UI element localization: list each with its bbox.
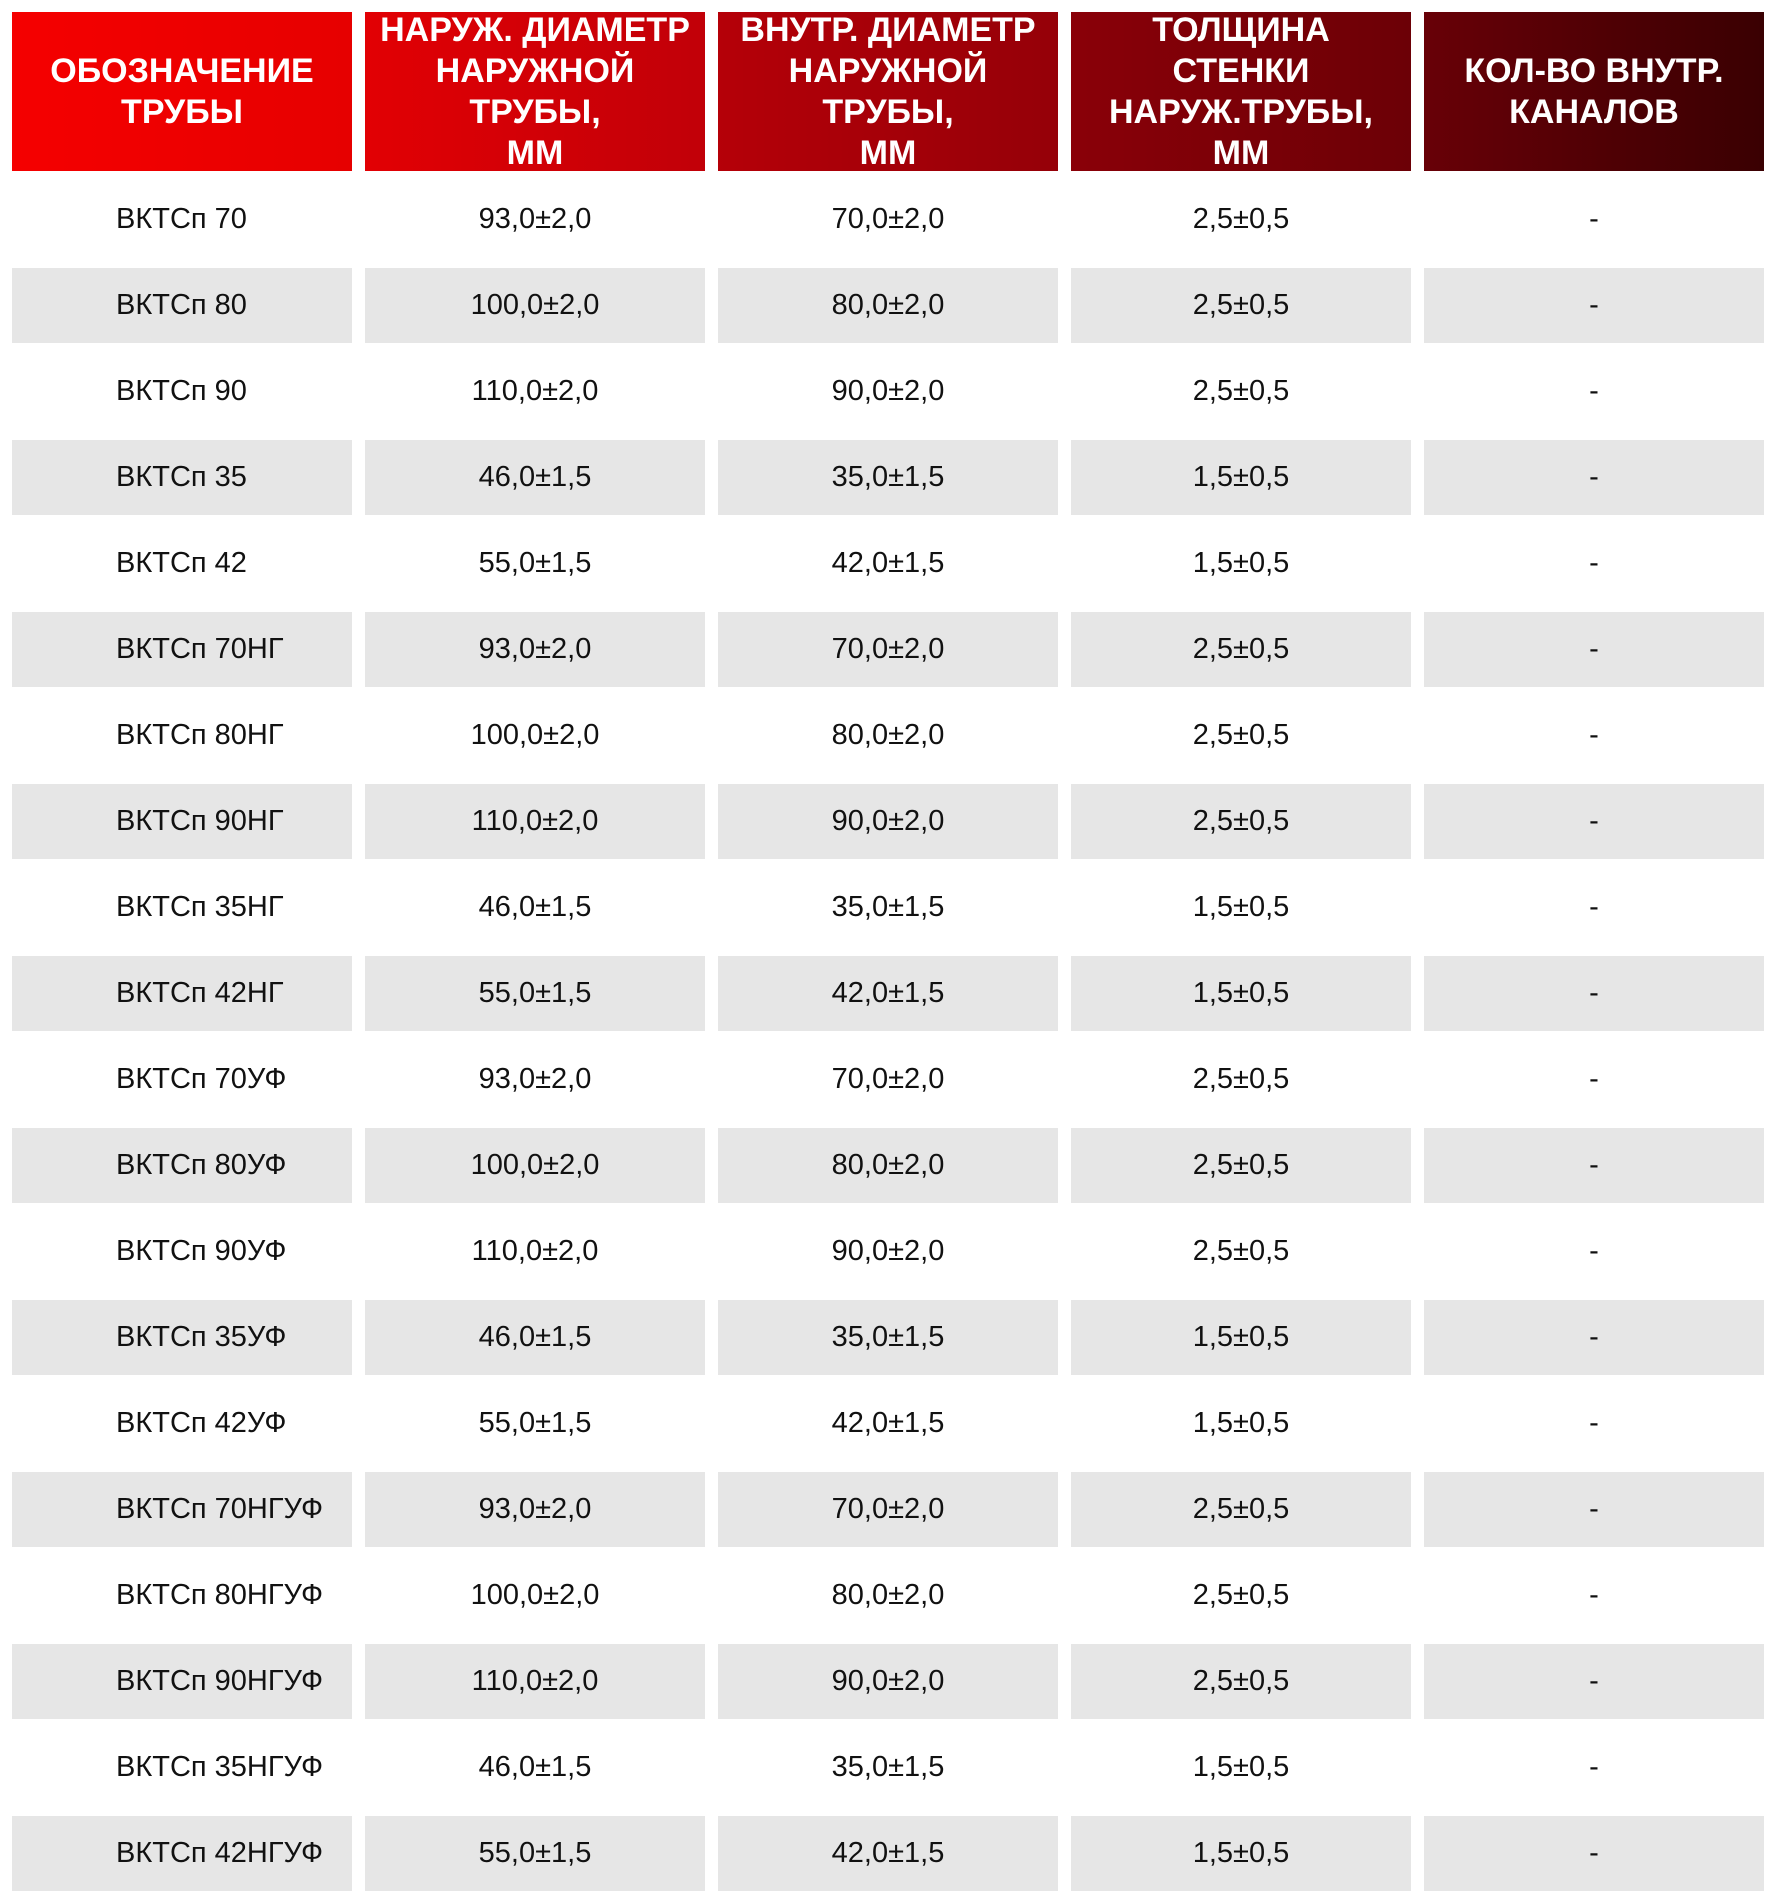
- cell-inner-diameter: 35,0±1,5: [718, 1730, 1058, 1805]
- cell-designation: ВКТСп 35НГУФ: [12, 1730, 352, 1805]
- cell-inner-diameter: 90,0±2,0: [718, 784, 1058, 859]
- cell-outer-diameter: 55,0±1,5: [365, 956, 705, 1031]
- cell-inner-diameter: 42,0±1,5: [718, 956, 1058, 1031]
- header-designation: ОБОЗНАЧЕНИЕ ТРУБЫ: [12, 12, 352, 171]
- cell-inner-channels: -: [1424, 612, 1764, 687]
- cell-inner-diameter: 90,0±2,0: [718, 1214, 1058, 1289]
- cell-outer-diameter: 55,0±1,5: [365, 1816, 705, 1891]
- table-row: [12, 612, 1764, 687]
- cell-inner-channels: -: [1424, 1730, 1764, 1805]
- cell-wall-thickness: 2,5±0,5: [1071, 698, 1411, 773]
- cell-designation: ВКТСп 70НГУФ: [12, 1472, 352, 1547]
- cell-wall-thickness: 2,5±0,5: [1071, 268, 1411, 343]
- cell-inner-channels: -: [1424, 182, 1764, 257]
- cell-wall-thickness: 2,5±0,5: [1071, 1558, 1411, 1633]
- table-row: [12, 268, 1764, 343]
- table-row: [12, 698, 1764, 773]
- cell-inner-diameter: 42,0±1,5: [718, 526, 1058, 601]
- cell-inner-channels: -: [1424, 440, 1764, 515]
- cell-outer-diameter: 110,0±2,0: [365, 784, 705, 859]
- header-inner-channels: КОЛ-ВО ВНУТР. КАНАЛОВ: [1424, 12, 1764, 171]
- cell-inner-diameter: 80,0±2,0: [718, 698, 1058, 773]
- cell-wall-thickness: 1,5±0,5: [1071, 1300, 1411, 1375]
- cell-designation: ВКТСп 42УФ: [12, 1386, 352, 1461]
- cell-inner-diameter: 35,0±1,5: [718, 1300, 1058, 1375]
- cell-outer-diameter: 93,0±2,0: [365, 1042, 705, 1117]
- cell-outer-diameter: 55,0±1,5: [365, 1386, 705, 1461]
- cell-inner-diameter: 42,0±1,5: [718, 1386, 1058, 1461]
- cell-inner-channels: -: [1424, 1644, 1764, 1719]
- table-row: [12, 526, 1764, 601]
- cell-inner-diameter: 70,0±2,0: [718, 1472, 1058, 1547]
- cell-wall-thickness: 2,5±0,5: [1071, 354, 1411, 429]
- cell-wall-thickness: 1,5±0,5: [1071, 1816, 1411, 1891]
- cell-inner-channels: -: [1424, 1472, 1764, 1547]
- cell-designation: ВКТСп 90: [12, 354, 352, 429]
- cell-wall-thickness: 1,5±0,5: [1071, 1386, 1411, 1461]
- cell-outer-diameter: 100,0±2,0: [365, 1128, 705, 1203]
- table-row: [12, 956, 1764, 1031]
- table-row: [12, 1386, 1764, 1461]
- cell-outer-diameter: 55,0±1,5: [365, 526, 705, 601]
- cell-wall-thickness: 2,5±0,5: [1071, 784, 1411, 859]
- table-header-row: [12, 12, 1764, 171]
- cell-outer-diameter: 46,0±1,5: [365, 870, 705, 945]
- pipe-spec-table: [12, 12, 1764, 1891]
- cell-wall-thickness: 2,5±0,5: [1071, 1042, 1411, 1117]
- cell-inner-channels: -: [1424, 1300, 1764, 1375]
- table-row: [12, 354, 1764, 429]
- table-row: [12, 1644, 1764, 1719]
- cell-inner-channels: -: [1424, 268, 1764, 343]
- cell-designation: ВКТСп 42НГ: [12, 956, 352, 1031]
- cell-inner-diameter: 80,0±2,0: [718, 1558, 1058, 1633]
- header-wall-thickness: ТОЛЩИНА СТЕНКИ НАРУЖ.ТРУБЫ, ММ: [1071, 12, 1411, 171]
- cell-inner-diameter: 70,0±2,0: [718, 1042, 1058, 1117]
- table-row: [12, 182, 1764, 257]
- cell-wall-thickness: 2,5±0,5: [1071, 182, 1411, 257]
- table-row: [12, 1128, 1764, 1203]
- cell-inner-diameter: 80,0±2,0: [718, 1128, 1058, 1203]
- cell-outer-diameter: 46,0±1,5: [365, 440, 705, 515]
- cell-inner-diameter: 90,0±2,0: [718, 354, 1058, 429]
- cell-designation: ВКТСп 42НГУФ: [12, 1816, 352, 1891]
- cell-wall-thickness: 1,5±0,5: [1071, 956, 1411, 1031]
- table-row: [12, 1300, 1764, 1375]
- cell-designation: ВКТСп 70УФ: [12, 1042, 352, 1117]
- cell-inner-channels: -: [1424, 1558, 1764, 1633]
- cell-inner-channels: -: [1424, 870, 1764, 945]
- cell-wall-thickness: 1,5±0,5: [1071, 1730, 1411, 1805]
- cell-inner-diameter: 42,0±1,5: [718, 1816, 1058, 1891]
- cell-inner-channels: -: [1424, 1128, 1764, 1203]
- cell-inner-channels: -: [1424, 1214, 1764, 1289]
- cell-inner-channels: -: [1424, 784, 1764, 859]
- table-row: [12, 1472, 1764, 1547]
- table-row: [12, 1042, 1764, 1117]
- cell-designation: ВКТСп 90УФ: [12, 1214, 352, 1289]
- cell-designation: ВКТСп 70НГ: [12, 612, 352, 687]
- cell-inner-channels: -: [1424, 698, 1764, 773]
- cell-outer-diameter: 110,0±2,0: [365, 354, 705, 429]
- cell-outer-diameter: 110,0±2,0: [365, 1644, 705, 1719]
- cell-outer-diameter: 93,0±2,0: [365, 612, 705, 687]
- cell-designation: ВКТСп 90НГУФ: [12, 1644, 352, 1719]
- cell-outer-diameter: 93,0±2,0: [365, 1472, 705, 1547]
- header-outer-diameter: НАРУЖ. ДИАМЕТР НАРУЖНОЙ ТРУБЫ, ММ: [365, 12, 705, 171]
- cell-outer-diameter: 100,0±2,0: [365, 1558, 705, 1633]
- cell-outer-diameter: 46,0±1,5: [365, 1300, 705, 1375]
- cell-outer-diameter: 110,0±2,0: [365, 1214, 705, 1289]
- cell-outer-diameter: 93,0±2,0: [365, 182, 705, 257]
- cell-inner-channels: -: [1424, 1386, 1764, 1461]
- cell-wall-thickness: 1,5±0,5: [1071, 440, 1411, 515]
- cell-designation: ВКТСп 42: [12, 526, 352, 601]
- cell-wall-thickness: 2,5±0,5: [1071, 1644, 1411, 1719]
- cell-inner-diameter: 35,0±1,5: [718, 440, 1058, 515]
- cell-inner-channels: -: [1424, 1042, 1764, 1117]
- cell-inner-diameter: 70,0±2,0: [718, 612, 1058, 687]
- cell-inner-channels: -: [1424, 956, 1764, 1031]
- table-row: [12, 1214, 1764, 1289]
- header-inner-diameter: ВНУТР. ДИАМЕТР НАРУЖНОЙ ТРУБЫ, ММ: [718, 12, 1058, 171]
- table-row: [12, 1816, 1764, 1891]
- cell-inner-channels: -: [1424, 1816, 1764, 1891]
- table-row: [12, 1730, 1764, 1805]
- cell-outer-diameter: 100,0±2,0: [365, 698, 705, 773]
- cell-inner-channels: -: [1424, 354, 1764, 429]
- cell-inner-diameter: 35,0±1,5: [718, 870, 1058, 945]
- cell-wall-thickness: 1,5±0,5: [1071, 870, 1411, 945]
- cell-inner-diameter: 80,0±2,0: [718, 268, 1058, 343]
- cell-wall-thickness: 2,5±0,5: [1071, 1472, 1411, 1547]
- cell-designation: ВКТСп 80НГУФ: [12, 1558, 352, 1633]
- cell-wall-thickness: 2,5±0,5: [1071, 1214, 1411, 1289]
- cell-designation: ВКТСп 35: [12, 440, 352, 515]
- cell-outer-diameter: 100,0±2,0: [365, 268, 705, 343]
- cell-designation: ВКТСп 80НГ: [12, 698, 352, 773]
- cell-wall-thickness: 1,5±0,5: [1071, 526, 1411, 601]
- cell-designation: ВКТСп 90НГ: [12, 784, 352, 859]
- table-row: [12, 440, 1764, 515]
- cell-designation: ВКТСп 80УФ: [12, 1128, 352, 1203]
- cell-wall-thickness: 2,5±0,5: [1071, 612, 1411, 687]
- cell-inner-diameter: 90,0±2,0: [718, 1644, 1058, 1719]
- cell-designation: ВКТСп 70: [12, 182, 352, 257]
- cell-wall-thickness: 2,5±0,5: [1071, 1128, 1411, 1203]
- table-row: [12, 870, 1764, 945]
- table-row: [12, 1558, 1764, 1633]
- cell-outer-diameter: 46,0±1,5: [365, 1730, 705, 1805]
- table-body: [12, 182, 1764, 1891]
- cell-inner-diameter: 70,0±2,0: [718, 182, 1058, 257]
- cell-designation: ВКТСп 35УФ: [12, 1300, 352, 1375]
- cell-designation: ВКТСп 80: [12, 268, 352, 343]
- table-row: [12, 784, 1764, 859]
- cell-designation: ВКТСп 35НГ: [12, 870, 352, 945]
- cell-inner-channels: -: [1424, 526, 1764, 601]
